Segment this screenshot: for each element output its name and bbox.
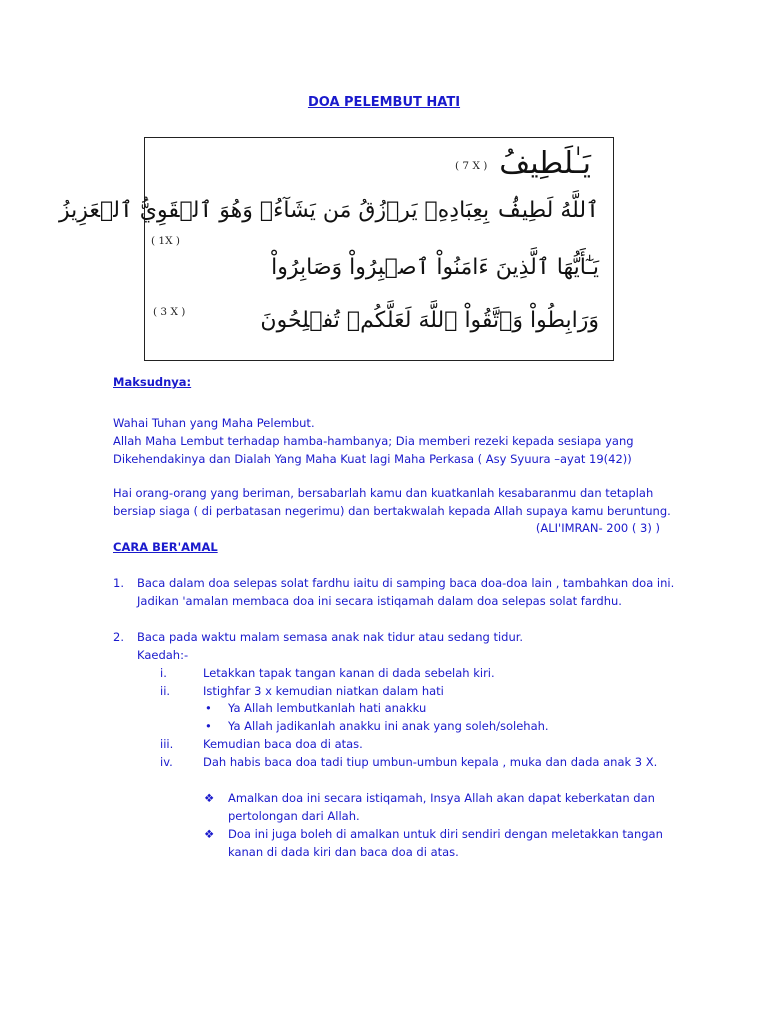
step-2-kaedah: Kaedah:-	[137, 648, 189, 662]
roman-ii: ii.	[160, 684, 171, 698]
arabic-line-1: يَـٰلَطِيفُ	[499, 146, 591, 181]
step-2-line-1: Baca pada waktu malam semasa anak nak tidur atau sedang tidur.	[137, 630, 524, 644]
maksud-line-4: Hai orang-orang yang beriman, bersabarlah kamu dan kuatkanlah kesabaranmu dan tetaplah	[113, 486, 654, 500]
sub-step-iii: Kemudian baca doa di atas.	[203, 737, 363, 751]
maksud-reference: (ALI'IMRAN- 200 ( 3) )	[535, 521, 660, 535]
sub-step-iv: Dah habis baca doa tadi tiup umbun-umbun kepala , muka dan dada anak 3 X.	[203, 755, 658, 769]
step-1-line-1: Baca dalam doa selepas solat fardhu iaitu di samping baca doa-doa lain , tambahkan doa ini.	[137, 576, 675, 590]
diamond-bullet-icon: ❖	[204, 827, 215, 841]
tip-1-line-1: Amalkan doa ini secara istiqamah, Insya Allah akan dapat keberkatan dan	[228, 791, 655, 805]
maksud-line-5: bersiap siaga ( di perbatasan negerimu) dan bertakwalah kepada Allah supaya kamu beruntung.	[113, 504, 671, 518]
repeat-mark-3x: ( 3 X )	[153, 306, 186, 318]
roman-iii: iii.	[160, 737, 174, 751]
sub-step-i: Letakkan tapak tangan kanan di dada sebelah kiri.	[203, 666, 495, 680]
tip-1-line-2: pertolongan dari Allah.	[228, 809, 360, 823]
roman-iv: iv.	[160, 755, 173, 769]
diamond-bullet-icon: ❖	[204, 791, 215, 805]
maksud-line-2: Allah Maha Lembut terhadap hamba-hambanya; Dia memberi rezeki kepada sesiapa yang	[113, 434, 634, 448]
doa-arabic-box	[59, 137, 614, 361]
bullet-dot-icon: •	[205, 701, 212, 715]
maksud-line-1: Wahai Tuhan yang Maha Pelembut.	[113, 416, 315, 430]
sub-step-ii: Istighfar 3 x kemudian niatkan dalam hati	[203, 684, 444, 698]
cara-heading: CARA BER'AMAL	[113, 540, 218, 554]
list-number-2: 2.	[113, 630, 124, 644]
repeat-mark-1x: ( 1X )	[151, 235, 181, 247]
step-1-line-2: Jadikan 'amalan membaca doa ini secara istiqamah dalam doa selepas solat fardhu.	[137, 594, 622, 608]
bullet-dot-icon: •	[205, 719, 212, 733]
page-title: DOA PELEMBUT HATI	[307, 95, 461, 110]
bullet-item-2: Ya Allah jadikanlah anakku ini anak yang soleh/solehah.	[228, 719, 549, 733]
repeat-mark-7x: ( 7 X )	[455, 160, 488, 172]
roman-i: i.	[160, 666, 167, 680]
arabic-line-4: وَرَابِطُواْ وَٱتَّقُواْ ٱللَّهَ لَعَلَّكُمۡ تُفۡلِحُونَ	[260, 308, 599, 333]
list-number-1: 1.	[113, 576, 124, 590]
arabic-line-3: يَـٰٓأَيُّهَا ٱلَّذِينَ ءَامَنُواْ ٱصۡبِرُواْ وَصَابِرُواْ	[271, 255, 599, 280]
bullet-item-1: Ya Allah lembutkanlah hati anakku	[228, 701, 427, 715]
maksud-heading: Maksudnya:	[113, 375, 192, 389]
maksud-line-3: Dikehendakinya dan Dialah Yang Maha Kuat lagi Maha Perkasa ( Asy Syuura –ayat 19(42))	[113, 452, 632, 466]
tip-2-line-2: kanan di dada kiri dan baca doa di atas.	[228, 845, 459, 859]
arabic-line-2: ٱللَّهُ لَطِيفُۢ بِعِبَادِهِۦ يَرۡزُقُ مَن يَشَآءُۖ وَهُوَ ٱلۡقَوِيُّ ٱلۡعَزِيزُ	[59, 198, 599, 223]
tip-2-line-1: Doa ini juga boleh di amalkan untuk diri sendiri dengan meletakkan tangan	[228, 827, 663, 841]
